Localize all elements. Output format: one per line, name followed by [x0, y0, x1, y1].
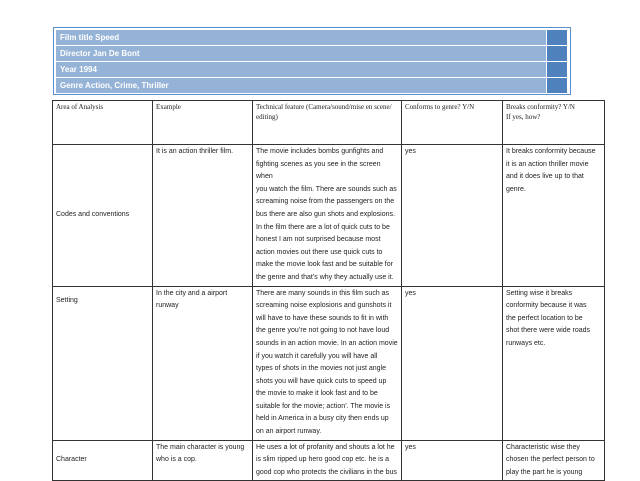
info-marker — [547, 46, 567, 61]
cell-example: The main character is young who is a cop. — [153, 440, 253, 481]
film-director: Director Jan De Bont — [56, 46, 546, 61]
cell-breaks: Setting wise it breaks conformity because it was the perfect location to be shot there were wide roads runways etc. — [503, 286, 605, 440]
cell-area: Setting — [53, 286, 153, 440]
cell-breaks: Characteristic wise they chosen the perfect person to play the part he is young — [503, 440, 605, 481]
table-header-row — [53, 101, 605, 145]
header-example: Example — [153, 101, 253, 145]
film-info-box — [53, 27, 571, 95]
cell-breaks: It breaks conformity because it is an action thriller movie and it does live up to that genre. — [503, 145, 605, 287]
info-marker — [547, 62, 567, 77]
film-genre: Genre Action, Crime, Thriller — [56, 78, 546, 93]
cell-example: In the city and a airport runway — [153, 286, 253, 440]
cell-conforms: yes — [402, 440, 503, 481]
info-marker — [547, 30, 567, 45]
cell-conforms: yes — [402, 145, 503, 287]
cell-technical: There are many sounds in this film such as screaming noise explosions and gunshots it will have to have these sounds to fit in with the genre you’re not going to not have loud sounds in an action movie. In an action movie if you watch it carefully you will have all types of shots in the movies not just angle shots you will have quick cuts to speed up the movie to make it look fast and to be suitable for the movie; action’. The movie is held in America in a busy city then ends up on an airport runway. — [253, 286, 402, 440]
header-conforms: Conforms to genre? Y/N — [402, 101, 503, 145]
cell-example: It is an action thriller film. — [153, 145, 253, 287]
film-year: Year 1994 — [56, 62, 546, 77]
table-row — [53, 440, 605, 481]
genre-analysis-table — [52, 100, 605, 481]
table-row — [53, 286, 605, 440]
header-area: Area of Analysis — [53, 101, 153, 145]
cell-area: Codes and conventions — [53, 145, 153, 287]
table-row — [53, 145, 605, 287]
cell-area: Character — [53, 440, 153, 481]
header-technical: Technical feature (Camera/sound/mise en scene/ editing) — [253, 101, 402, 145]
cell-conforms: yes — [402, 286, 503, 440]
info-marker — [547, 78, 567, 93]
cell-technical: The movie includes bombs gunfights and fighting scenes as you see in the screen when you watch the film. There are sounds such as screaming noise from the passengers on the bus there are also gun shots and explosions. In the film there are a lot of quick cuts to be honest I am not surprised because most action movies out there use quick cuts to make the movie look fast and be suitable for the genre and that’s why they actually use it. — [253, 145, 402, 287]
film-title: Film title Speed — [56, 30, 546, 45]
cell-technical: He uses a lot of profanity and shouts a lot he is slim ripped up hero good cop etc. he is a good cop who protects the civilians in the bus — [253, 440, 402, 481]
header-breaks: Breaks conformity? Y/N If yes, how? — [503, 101, 605, 145]
